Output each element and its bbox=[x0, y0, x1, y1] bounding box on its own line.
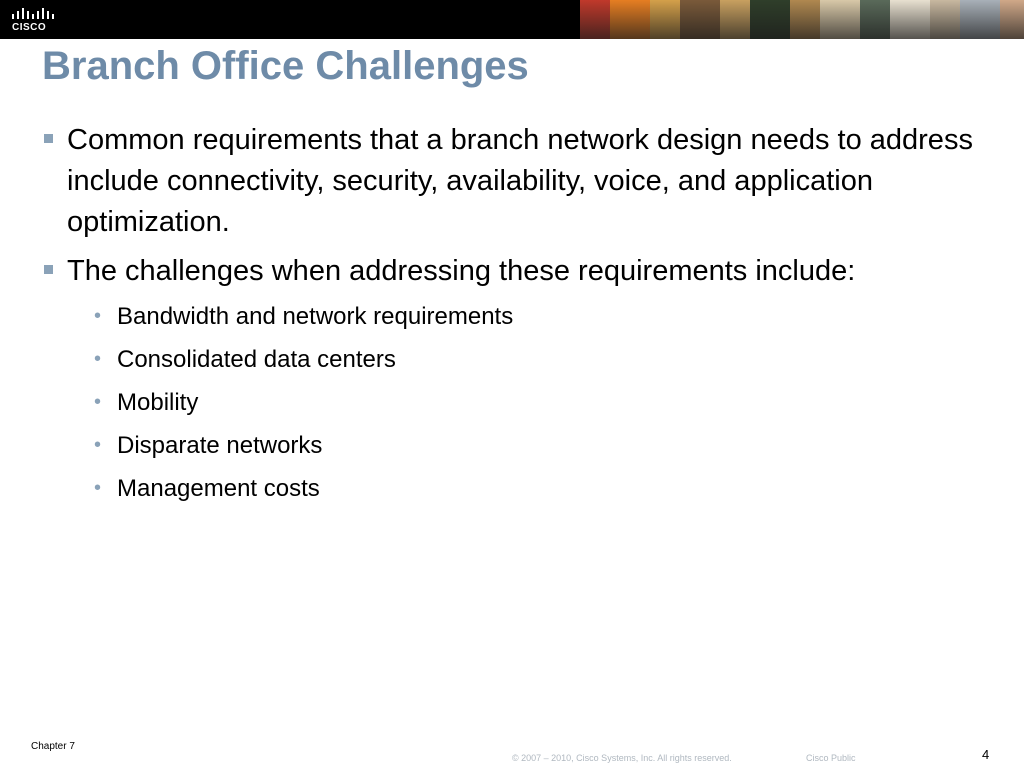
header-photo-tile bbox=[610, 0, 650, 39]
sub-bullet-text: Bandwidth and network requirements bbox=[117, 303, 514, 330]
square-bullet-icon bbox=[44, 134, 53, 143]
bullet-text: Common requirements that a branch network design needs to address include connectivity, security, availability, voice, and application optimization. bbox=[67, 124, 973, 238]
sub-bullet-item bbox=[67, 381, 982, 424]
dot-bullet-icon: • bbox=[94, 305, 102, 327]
sub-bullet-text: Consolidated data centers bbox=[117, 346, 396, 373]
header-photo-tile bbox=[860, 0, 890, 39]
cisco-logo bbox=[10, 5, 58, 35]
sub-bullet-item bbox=[67, 467, 982, 510]
header-photo-tile bbox=[820, 0, 860, 39]
square-bullet-icon bbox=[44, 265, 53, 274]
sub-bullet-text: Disparate networks bbox=[117, 432, 323, 459]
sub-bullet-text: Management costs bbox=[117, 475, 320, 502]
photo-strip bbox=[580, 0, 1024, 39]
sub-bullet-item bbox=[67, 295, 982, 338]
header-photo-tile bbox=[750, 0, 790, 39]
bullet-item bbox=[42, 251, 982, 510]
cisco-bridge-logo-icon bbox=[10, 5, 58, 21]
sub-bullet-item bbox=[67, 424, 982, 467]
dot-bullet-icon: • bbox=[94, 348, 102, 370]
footer-classification: Cisco Public bbox=[806, 753, 856, 763]
footer-chapter: Chapter 7 bbox=[31, 741, 75, 752]
header-photo-tile bbox=[680, 0, 720, 39]
slide-title: Branch Office Challenges bbox=[42, 44, 529, 88]
header-photo-tile bbox=[790, 0, 820, 39]
header-photo-tile bbox=[960, 0, 1000, 39]
slide-body bbox=[42, 120, 982, 518]
sub-bullet-item bbox=[67, 338, 982, 381]
header-bar bbox=[0, 0, 1024, 39]
footer-copyright: © 2007 – 2010, Cisco Systems, Inc. All rights reserved. bbox=[512, 753, 732, 763]
header-photo-tile bbox=[650, 0, 680, 39]
sub-bullet-list bbox=[67, 295, 982, 510]
header-photo-tile bbox=[1000, 0, 1024, 39]
bullet-text: The challenges when addressing these requirements include: bbox=[67, 255, 856, 287]
sub-bullet-text: Mobility bbox=[117, 389, 199, 416]
header-photo-tile bbox=[720, 0, 750, 39]
dot-bullet-icon: • bbox=[94, 477, 102, 499]
dot-bullet-icon: • bbox=[94, 391, 102, 413]
header-photo-tile bbox=[580, 0, 610, 39]
dot-bullet-icon: • bbox=[94, 434, 102, 456]
header-photo-tile bbox=[890, 0, 930, 39]
logo-text: CISCO bbox=[12, 22, 47, 33]
bullet-item bbox=[42, 120, 982, 243]
header-photo-tile bbox=[930, 0, 960, 39]
page-number: 4 bbox=[982, 747, 990, 762]
